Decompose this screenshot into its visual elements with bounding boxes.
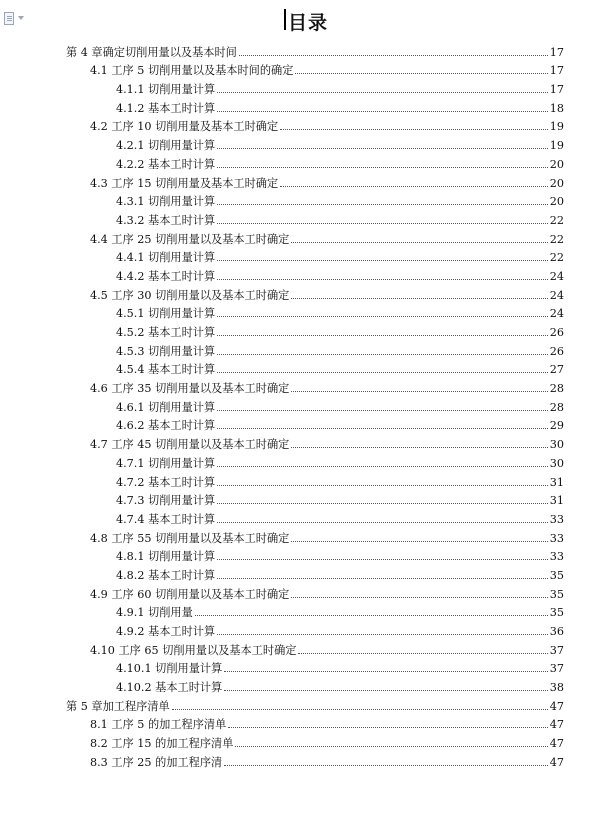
toc-entry-label: 4.2.2 基本工时计算 bbox=[116, 157, 216, 171]
toc-page-number: 47 bbox=[549, 737, 564, 751]
toc-page-number: 33 bbox=[549, 512, 564, 526]
toc-entry[interactable] bbox=[66, 470, 564, 489]
toc-dot-leader bbox=[295, 73, 547, 74]
toc-entry-label: 8.2 工序 15 的加工程序清单 bbox=[90, 737, 234, 751]
toc-page-number: 26 bbox=[549, 326, 564, 339]
toc-dot-leader bbox=[217, 503, 548, 504]
toc-entry[interactable] bbox=[66, 432, 564, 451]
toc-page-number: 17 bbox=[549, 83, 564, 97]
toc-page-number: 31 bbox=[549, 494, 564, 508]
toc-entry[interactable] bbox=[66, 489, 564, 508]
toc-page-number: 24 bbox=[549, 307, 564, 321]
toc-entry[interactable] bbox=[66, 302, 564, 321]
toc-entry[interactable] bbox=[66, 339, 564, 358]
toc-page-number: 24 bbox=[549, 269, 564, 283]
toc-entry[interactable] bbox=[66, 133, 564, 152]
toc-page-number: 19 bbox=[549, 139, 564, 153]
toc-entry-label: 4.10 工序 65 切削用量以及基本工时确定 bbox=[90, 643, 297, 657]
toc-entry[interactable] bbox=[66, 582, 564, 601]
toc-dot-leader bbox=[217, 522, 548, 523]
toc-entry-label: 4.4.1 切削用量计算 bbox=[116, 251, 216, 265]
toc-entry-label: 4.3.1 切削用量计算 bbox=[116, 195, 216, 209]
toc-dot-leader bbox=[298, 653, 547, 654]
toc-entry[interactable] bbox=[66, 563, 564, 582]
toc-page-number: 35 bbox=[549, 587, 564, 601]
toc-page-number: 19 bbox=[549, 120, 564, 134]
toc-entry[interactable] bbox=[66, 395, 564, 414]
toc-entry[interactable] bbox=[66, 638, 564, 657]
toc-dot-leader bbox=[217, 316, 548, 317]
toc-entry[interactable] bbox=[66, 694, 564, 713]
toc-dot-leader bbox=[224, 671, 547, 672]
toc-dot-leader bbox=[235, 746, 547, 747]
toc-page-number: 28 bbox=[549, 400, 564, 414]
toc-dot-leader bbox=[217, 485, 548, 486]
toc-entry[interactable] bbox=[66, 59, 564, 78]
toc-entry-label: 4.5.3 切削用量计算 bbox=[116, 344, 216, 358]
toc-dot-leader bbox=[217, 428, 548, 429]
toc-entry[interactable] bbox=[66, 731, 564, 750]
toc-page-number: 22 bbox=[549, 232, 564, 246]
toc-entry[interactable] bbox=[66, 152, 564, 171]
toc-dot-leader bbox=[291, 541, 547, 542]
toc-entry[interactable] bbox=[66, 283, 564, 302]
toc-page-number: 28 bbox=[549, 382, 564, 396]
table-of-contents bbox=[66, 40, 564, 769]
toc-entry[interactable] bbox=[66, 619, 564, 638]
toc-entry-label: 4.9.1 切削用量 bbox=[116, 606, 193, 620]
toc-dot-leader bbox=[217, 466, 548, 467]
toc-dot-leader bbox=[217, 410, 548, 411]
toc-dot-leader bbox=[217, 354, 548, 355]
toc-entry-label: 4.5 工序 30 切削用量以及基本工时确定 bbox=[90, 288, 290, 302]
toc-page-number: 31 bbox=[549, 475, 564, 489]
toc-dot-leader bbox=[280, 186, 548, 187]
toc-title-container bbox=[284, 8, 328, 35]
toc-page-number: 37 bbox=[549, 643, 564, 657]
toc-entry[interactable] bbox=[66, 414, 564, 433]
toc-dot-leader bbox=[228, 727, 547, 728]
toc-entry[interactable] bbox=[66, 246, 564, 265]
toc-entry[interactable] bbox=[66, 190, 564, 209]
toc-entry-label: 4.7.2 基本工时计算 bbox=[116, 475, 216, 489]
toc-dot-leader bbox=[239, 55, 548, 56]
toc-entry-label: 4.7.3 切削用量计算 bbox=[116, 494, 216, 508]
toc-entry-label: 4.8 工序 55 切削用量以及基本工时确定 bbox=[90, 531, 290, 545]
toc-entry-label: 4.3 工序 15 切削用量及基本工时确定 bbox=[90, 176, 279, 190]
toc-entry[interactable] bbox=[66, 713, 564, 732]
toc-dot-leader bbox=[291, 447, 547, 448]
toc-page-number: 47 bbox=[549, 755, 564, 769]
toc-page-number: 27 bbox=[549, 363, 564, 377]
toc-entry[interactable] bbox=[66, 115, 564, 134]
toc-entry-label: 4.1 工序 5 切削用量以及基本时间的确定 bbox=[90, 64, 294, 78]
toc-entry-label: 4.1.2 基本工时计算 bbox=[116, 101, 216, 115]
toc-entry-label: 4.3.2 基本工时计算 bbox=[116, 213, 216, 227]
toc-dot-leader bbox=[217, 372, 548, 373]
toc-dot-leader bbox=[172, 709, 548, 710]
toc-page-number: 20 bbox=[549, 195, 564, 209]
page-title: 目录 bbox=[287, 12, 328, 34]
toc-entry[interactable] bbox=[66, 601, 564, 620]
toc-page-number: 37 bbox=[549, 662, 564, 676]
toc-page-number: 38 bbox=[549, 681, 564, 695]
toc-entry-label: 第 5 章加工程序清单 bbox=[66, 699, 170, 713]
toc-entry[interactable] bbox=[66, 507, 564, 526]
toc-entry-label: 4.2 工序 10 切削用量及基本工时确定 bbox=[90, 120, 279, 134]
toc-dot-leader bbox=[217, 559, 548, 560]
toc-entry-label: 4.4.2 基本工时计算 bbox=[116, 269, 216, 283]
toc-page-number: 17 bbox=[549, 64, 564, 78]
toc-page-number: 20 bbox=[549, 176, 564, 190]
toc-entry[interactable] bbox=[66, 545, 564, 564]
toc-entry[interactable] bbox=[66, 264, 564, 283]
toc-page-number: 36 bbox=[549, 625, 564, 638]
toc-entry-label: 4.7 工序 45 切削用量以及基本工时确定 bbox=[90, 438, 290, 452]
toc-dot-leader bbox=[217, 279, 548, 280]
toc-page-number: 35 bbox=[549, 568, 564, 582]
toc-entry-label: 8.3 工序 25 的加工程序清 bbox=[90, 755, 223, 769]
toc-entry[interactable] bbox=[66, 675, 564, 694]
toc-dot-leader bbox=[291, 298, 547, 299]
toc-dot-leader bbox=[217, 167, 548, 168]
toc-entry-label: 4.7.4 基本工时计算 bbox=[116, 512, 216, 526]
toc-entry-label: 4.8.2 基本工时计算 bbox=[116, 568, 216, 582]
toc-dot-leader bbox=[217, 92, 548, 93]
toc-dot-leader bbox=[217, 223, 548, 224]
toc-entry[interactable] bbox=[66, 750, 564, 769]
toc-entry-label: 4.7.1 切削用量计算 bbox=[116, 456, 216, 470]
toc-entry[interactable] bbox=[66, 358, 564, 377]
toc-entry-label: 4.4 工序 25 切削用量以及基本工时确定 bbox=[90, 232, 290, 246]
toc-entry-label: 8.1 工序 5 的加工程序清单 bbox=[90, 718, 227, 732]
toc-entry[interactable] bbox=[66, 171, 564, 190]
toc-entry[interactable] bbox=[66, 376, 564, 395]
toc-dot-leader bbox=[217, 111, 548, 112]
toc-dot-leader bbox=[224, 690, 547, 691]
toc-dot-leader bbox=[291, 391, 547, 392]
toc-entry-label: 4.10.1 切削用量计算 bbox=[116, 662, 223, 676]
toc-entry-label: 4.6 工序 35 切削用量以及基本工时确定 bbox=[90, 382, 290, 396]
toc-entry-label: 4.1.1 切削用量计算 bbox=[116, 83, 216, 97]
toc-entry-label: 4.5.1 切削用量计算 bbox=[116, 307, 216, 321]
toc-page-number: 30 bbox=[549, 456, 564, 470]
toc-entry[interactable] bbox=[66, 208, 564, 227]
toc-entry[interactable] bbox=[66, 320, 564, 339]
toc-entry[interactable] bbox=[66, 77, 564, 96]
toc-entry[interactable] bbox=[66, 657, 564, 676]
toc-page-number: 47 bbox=[549, 699, 564, 713]
toc-page-number: 26 bbox=[549, 344, 564, 358]
toc-page-number: 22 bbox=[549, 251, 564, 265]
toc-page-number: 17 bbox=[549, 45, 564, 59]
toc-dot-leader bbox=[217, 634, 548, 635]
toc-entry-label: 第 4 章确定切削用量以及基本时间 bbox=[66, 45, 237, 59]
toc-dot-leader bbox=[224, 765, 548, 766]
toc-dot-leader bbox=[195, 615, 548, 616]
toc-dot-leader bbox=[291, 242, 547, 243]
toc-entry[interactable] bbox=[66, 40, 564, 59]
toc-entry[interactable] bbox=[66, 451, 564, 470]
toc-dot-leader bbox=[217, 260, 548, 261]
toc-dot-leader bbox=[280, 129, 548, 130]
toc-page-number: 29 bbox=[549, 419, 564, 433]
toc-dot-leader bbox=[217, 578, 548, 579]
toc-entry[interactable] bbox=[66, 96, 564, 115]
toc-entry-label: 4.6.1 切削用量计算 bbox=[116, 400, 216, 414]
toc-page-number: 22 bbox=[549, 213, 564, 227]
toc-page-number: 20 bbox=[549, 157, 564, 171]
toc-entry-label: 4.9 工序 60 切削用量以及基本工时确定 bbox=[90, 587, 290, 601]
toc-entry-label: 4.6.2 基本工时计算 bbox=[116, 419, 216, 433]
toc-entry-label: 4.8.1 切削用量计算 bbox=[116, 550, 216, 564]
toc-entry[interactable] bbox=[66, 227, 564, 246]
toc-dot-leader bbox=[291, 597, 547, 598]
toc-entry-label: 4.5.4 基本工时计算 bbox=[116, 363, 216, 377]
toc-entry-label: 4.2.1 切削用量计算 bbox=[116, 139, 216, 153]
toc-dot-leader bbox=[217, 335, 548, 336]
toc-dot-leader bbox=[217, 204, 548, 205]
toc-entry-label: 4.5.2 基本工时计算 bbox=[116, 326, 216, 339]
toc-page-number: 33 bbox=[549, 531, 564, 545]
toc-entry[interactable] bbox=[66, 526, 564, 545]
toc-page-number: 47 bbox=[549, 718, 564, 732]
toc-page-number: 18 bbox=[549, 101, 564, 115]
toc-page-number: 35 bbox=[549, 606, 564, 620]
toc-entry-label: 4.10.2 基本工时计算 bbox=[116, 681, 223, 695]
text-cursor bbox=[284, 9, 286, 30]
toc-page-number: 24 bbox=[549, 288, 564, 302]
title-area bbox=[0, 8, 612, 35]
toc-page-number: 30 bbox=[549, 438, 564, 452]
toc-entry-label: 4.9.2 基本工时计算 bbox=[116, 625, 216, 638]
toc-page-number: 33 bbox=[549, 550, 564, 564]
toc-dot-leader bbox=[217, 148, 548, 149]
